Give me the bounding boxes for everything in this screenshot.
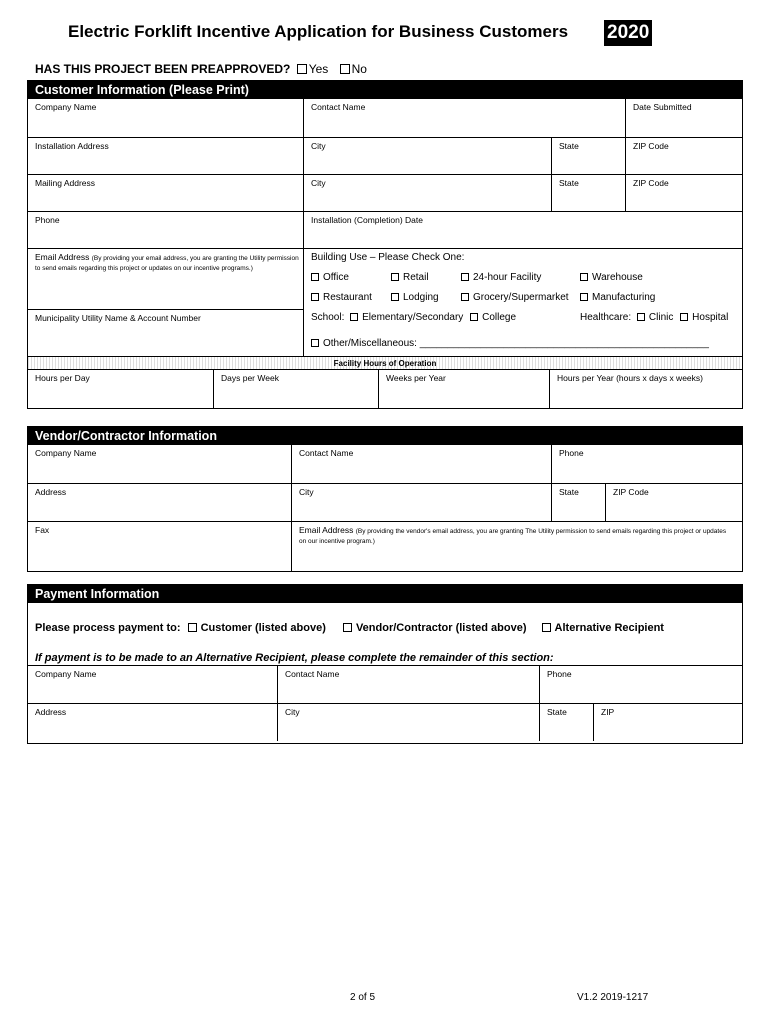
vendor-heading: Vendor/Contractor Information — [28, 427, 742, 445]
checkbox-icon[interactable] — [580, 293, 588, 301]
customer-install-address-field[interactable] — [28, 138, 303, 174]
facility-hours-label: Facility Hours of Operation — [333, 359, 437, 368]
field-label: Email Address — [299, 525, 354, 535]
checkbox-icon[interactable] — [680, 313, 688, 321]
payment-state-field[interactable] — [539, 704, 593, 741]
bu-restaurant-option[interactable] — [311, 292, 372, 303]
email-note: (By providing your email address, you are granting the Utility permission to send emails regarding this project or updates on our incentive programs.) — [35, 255, 299, 272]
customer-install-date-field[interactable] — [303, 212, 742, 248]
preapproved-question — [35, 62, 367, 76]
vendor-email-note: (By providing the vendor's email address, you are granting The Utility permission to send emails regarding this project or updates on our incentive program.) — [299, 528, 727, 545]
vendor-contact-field[interactable] — [291, 445, 551, 483]
field-label: Company Name — [35, 669, 97, 679]
payment-heading: Payment Information — [28, 585, 742, 603]
payment-row-2 — [28, 703, 742, 741]
customer-mailing-zip-field[interactable] — [625, 175, 742, 211]
payment-address-field[interactable] — [28, 704, 277, 741]
payment-zip-field[interactable] — [593, 704, 742, 741]
version-label: V1.2 2019-1217 — [577, 992, 649, 1003]
vendor-row-1 — [28, 445, 742, 483]
option-label: Warehouse — [592, 272, 643, 283]
field-label: Phone — [547, 669, 572, 679]
healthcare-label: Healthcare: — [580, 312, 632, 323]
field-label: City — [311, 178, 326, 188]
customer-row-1 — [28, 99, 742, 137]
field-label: Mailing Address — [35, 178, 96, 188]
payment-city-field[interactable] — [277, 704, 539, 741]
field-label: Date Submitted — [633, 102, 692, 112]
field-label: Company Name — [35, 448, 97, 458]
checkbox-icon[interactable] — [461, 293, 469, 301]
checkbox-icon[interactable] — [311, 273, 319, 281]
checkbox-icon[interactable] — [311, 339, 319, 347]
vendor-address-field[interactable] — [28, 484, 291, 521]
bu-office-option[interactable] — [311, 272, 349, 283]
customer-email-municipality-col — [28, 249, 303, 356]
field-label: ZIP — [601, 707, 615, 717]
customer-mailing-address-field[interactable] — [28, 175, 303, 211]
customer-city-field[interactable] — [303, 138, 551, 174]
field-label: Weeks per Year — [386, 373, 446, 383]
option-label: 24-hour Facility — [473, 272, 542, 283]
days-per-week-field[interactable] — [213, 370, 378, 408]
option-label: Restaurant — [323, 292, 372, 303]
field-label: Hours per Day — [35, 373, 90, 383]
field-label: Municipality Utility Name & Account Number — [35, 313, 201, 323]
payment-options-area — [28, 603, 742, 665]
customer-section — [27, 80, 743, 409]
field-label: City — [299, 487, 314, 497]
bu-warehouse-option[interactable] — [580, 272, 643, 283]
bu-lodging-option[interactable] — [391, 292, 439, 303]
vendor-company-field[interactable] — [28, 445, 291, 483]
option-label: Hospital — [692, 312, 729, 323]
checkbox-icon[interactable] — [391, 273, 399, 281]
pay-alt-option[interactable]: Alternative Recipient — [554, 622, 664, 634]
preapproved-no-checkbox[interactable] — [340, 64, 350, 74]
option-label: Clinic — [648, 312, 674, 323]
form-title: Electric Forklift Incentive Application for Business Customers — [68, 22, 569, 41]
vendor-section — [27, 426, 743, 572]
bu-manufacturing-option[interactable] — [580, 292, 655, 303]
customer-row-2 — [28, 137, 742, 174]
bu-grocery-option[interactable] — [461, 292, 569, 303]
checkbox-icon[interactable] — [343, 623, 352, 632]
field-label: Email Address — [35, 252, 90, 262]
customer-phone-field[interactable] — [28, 212, 303, 248]
preapproved-yes-label: Yes — [308, 62, 329, 76]
checkbox-icon[interactable] — [580, 273, 588, 281]
bu-healthcare-group — [580, 312, 728, 323]
field-label: Phone — [35, 215, 60, 225]
field-label: Company Name — [35, 102, 97, 112]
bu-24hour-option[interactable] — [461, 272, 541, 283]
vendor-row-3 — [28, 521, 742, 571]
field-label: Fax — [35, 525, 50, 535]
preapproved-no-label: No — [351, 62, 367, 76]
bu-other-option[interactable] — [311, 338, 709, 349]
checkbox-icon[interactable] — [637, 313, 645, 321]
customer-email-field[interactable] — [28, 249, 303, 309]
hours-per-year-field[interactable] — [549, 370, 742, 408]
customer-row-3 — [28, 174, 742, 211]
year-badge: 2020 — [604, 20, 652, 46]
customer-row-hours — [28, 369, 742, 408]
field-label: ZIP Code — [633, 178, 669, 188]
pay-vendor-option[interactable]: Vendor/Contractor (listed above) — [355, 622, 527, 634]
field-label: State — [559, 141, 579, 151]
customer-state-field[interactable] — [551, 138, 625, 174]
option-label: Lodging — [403, 292, 439, 303]
option-label: College — [482, 312, 517, 323]
field-label: Address — [35, 707, 67, 717]
field-label: State — [559, 487, 579, 497]
payment-phone-field[interactable] — [539, 666, 742, 703]
payment-section — [27, 584, 743, 744]
field-label: Days per Week — [221, 373, 279, 383]
field-label: ZIP Code — [613, 487, 649, 497]
field-label: Installation (Completion) Date — [311, 215, 423, 225]
option-label: Elementary/Secondary — [362, 312, 464, 323]
customer-contact-field[interactable] — [303, 99, 625, 137]
customer-mailing-city-field[interactable] — [303, 175, 551, 211]
vendor-zip-field[interactable] — [605, 484, 742, 521]
customer-date-field[interactable] — [625, 99, 742, 137]
pay-customer-option[interactable]: Customer (listed above) — [200, 622, 326, 634]
checkbox-icon[interactable] — [311, 293, 319, 301]
customer-row-5 — [28, 248, 742, 356]
payment-options-line — [35, 622, 664, 634]
bu-school-group — [311, 312, 516, 323]
bu-retail-option[interactable] — [391, 272, 429, 283]
field-label: State — [559, 178, 579, 188]
customer-heading: Customer Information (Please Print) — [28, 81, 742, 99]
field-label: ZIP Code — [633, 141, 669, 151]
vendor-email-field[interactable] — [291, 522, 742, 571]
vendor-phone-field[interactable] — [551, 445, 742, 483]
field-label: Hours per Year (hours x days x weeks) — [557, 373, 703, 383]
checkbox-icon[interactable] — [391, 293, 399, 301]
facility-hours-bar — [28, 356, 742, 369]
field-label: Address — [35, 487, 67, 497]
customer-row-4 — [28, 211, 742, 248]
field-label: City — [311, 141, 326, 151]
process-to-label: Please process payment to: — [35, 622, 181, 634]
field-label: Contact Name — [299, 448, 354, 458]
field-label: Contact Name — [311, 102, 366, 112]
customer-municipality-field[interactable] — [28, 309, 303, 356]
page-number: 2 of 5 — [350, 992, 376, 1003]
vendor-row-2 — [28, 483, 742, 521]
field-label: Installation Address — [35, 141, 109, 151]
option-label: Office — [323, 272, 349, 283]
school-label: School: — [311, 312, 345, 323]
preapproved-label: HAS THIS PROJECT BEEN PREAPPROVED? — [35, 62, 291, 76]
weeks-per-year-field[interactable] — [378, 370, 549, 408]
customer-zip-field[interactable] — [625, 138, 742, 174]
checkbox-icon[interactable] — [461, 273, 469, 281]
customer-mailing-state-field[interactable] — [551, 175, 625, 211]
option-label: Grocery/Supermarket — [473, 292, 569, 303]
preapproved-yes-checkbox[interactable] — [297, 64, 307, 74]
vendor-state-field[interactable] — [551, 484, 605, 521]
field-label: Phone — [559, 448, 584, 458]
payment-row-1 — [28, 665, 742, 703]
field-label: Contact Name — [285, 669, 340, 679]
building-use-group — [303, 249, 742, 356]
field-label: State — [547, 707, 567, 717]
option-label: Retail — [403, 272, 429, 283]
vendor-fax-field[interactable] — [28, 522, 291, 571]
field-label: City — [285, 707, 300, 717]
checkbox-icon[interactable] — [350, 313, 358, 321]
vendor-city-field[interactable] — [291, 484, 551, 521]
checkbox-icon[interactable] — [470, 313, 478, 321]
alt-recipient-note: If payment is to be made to an Alternative Recipient, please complete the remainder of this section: — [35, 652, 554, 664]
payment-company-field[interactable] — [28, 666, 277, 703]
payment-contact-field[interactable] — [277, 666, 539, 703]
option-label: Other/Miscellaneous: ____________________________________________________ — [323, 338, 709, 349]
customer-company-field[interactable] — [28, 99, 303, 137]
checkbox-icon[interactable] — [542, 623, 551, 632]
checkbox-icon[interactable] — [188, 623, 197, 632]
hours-per-day-field[interactable] — [28, 370, 213, 408]
building-use-label: Building Use – Please Check One: — [311, 252, 465, 263]
option-label: Manufacturing — [592, 292, 656, 303]
